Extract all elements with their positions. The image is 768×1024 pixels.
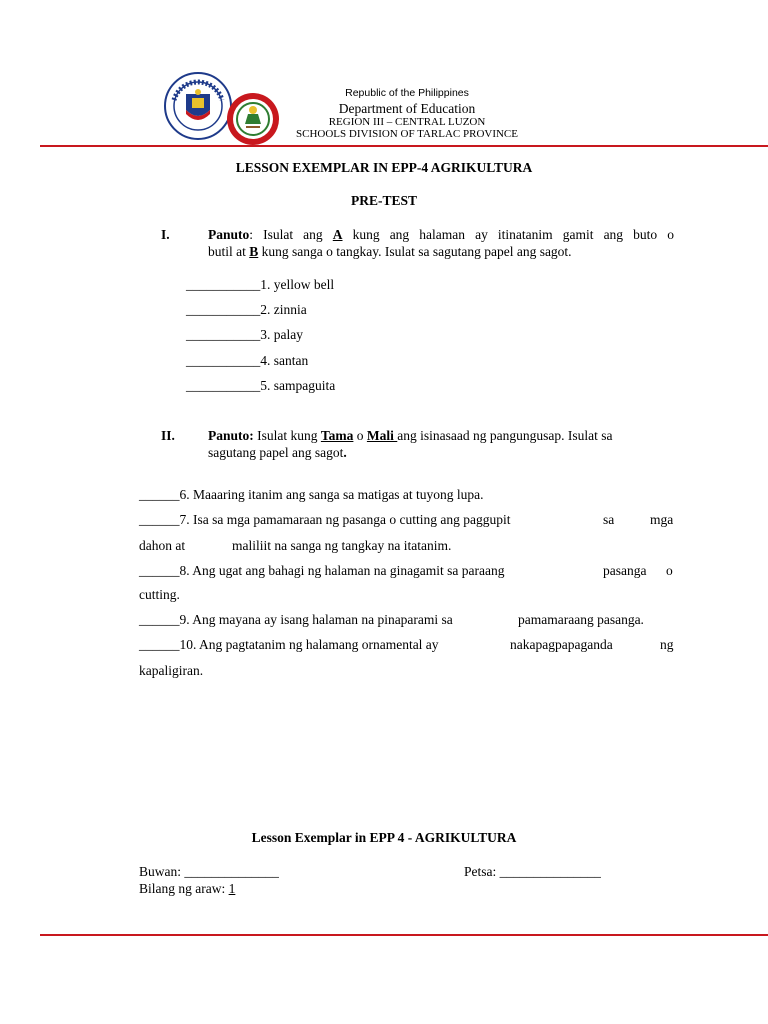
question-7-line1: ______7. Isa sa mga pamamaraan ng pasanga o cutting ang paggupit	[139, 512, 511, 527]
question-7-line2a: dahon at	[139, 538, 186, 553]
part2-key-b: Mali	[366, 428, 398, 443]
question-8-word-o: o	[666, 563, 673, 578]
header-department: Department of Education	[338, 101, 476, 116]
header-division: SCHOOLS DIVISION OF TARLAC PROVINCE	[296, 128, 518, 140]
question-10-word-ng: ng	[660, 637, 674, 652]
document-title: LESSON EXEMPLAR IN EPP-4 AGRIKULTURA	[235, 160, 533, 175]
part1-item-2: ___________2. zinnia	[186, 302, 307, 317]
part1-text-d: kung sanga o tangkay. Isulat sa sagutang papel ang sagot.	[258, 244, 572, 259]
footer-divider	[40, 934, 768, 936]
question-9-line1a: ______9. Ang mayana ay isang halaman na pinaparami sa	[139, 612, 453, 627]
part2-instruction-line2	[208, 445, 347, 461]
part1-label: Panuto	[208, 227, 250, 242]
part2-text-b: o	[353, 428, 367, 443]
question-6: ______6. Maaaring itanim ang sanga sa matigas at tuyong lupa.	[139, 487, 484, 502]
part2-label: Panuto:	[208, 428, 254, 443]
question-10-word-nakapagpapaganda: nakapagpapaganda	[510, 637, 613, 652]
bilang-ng-araw-field	[139, 881, 235, 897]
part1-item-5: ___________5. sampaguita	[186, 378, 336, 393]
question-8-line1: ______8. Ang ugat ang bahagi ng halaman na ginagamit sa paraang	[139, 563, 505, 578]
part2-numeral: II.	[161, 428, 175, 443]
bilang-label: Bilang ng araw:	[139, 881, 229, 896]
deped-seal-logo	[164, 72, 232, 140]
header-divider	[40, 145, 768, 147]
part2-text-d: sagutang papel ang sagot	[208, 445, 344, 460]
part1-instruction-line1	[208, 227, 674, 243]
buwan-field: Buwan: ______________	[139, 864, 279, 879]
question-10-line2: kapaligiran.	[139, 663, 204, 678]
part1-key-a: A	[332, 227, 343, 242]
part1-item-1: ___________1. yellow bell	[186, 277, 335, 292]
bilang-value: 1	[228, 881, 236, 896]
question-7-line2b: maliliit na sanga ng tangkay na itatanim.	[232, 538, 452, 553]
part1-text-a: : Isulat ang	[249, 227, 333, 242]
question-10-line1a: ______10. Ang pagtatanim ng halamang ornamental ay	[139, 637, 439, 652]
petsa-field: Petsa: _______________	[464, 864, 601, 879]
part1-item-4: ___________4. santan	[186, 353, 309, 368]
question-9-line1b: pamamaraang pasanga.	[518, 612, 644, 627]
question-7-word-sa: sa	[603, 512, 615, 527]
part1-numeral: I.	[161, 227, 170, 242]
footer-title: Lesson Exemplar in EPP 4 - AGRIKULTURA	[251, 830, 517, 845]
part2-text-c: ang isinasaad ng pangungusap. Isulat sa	[397, 428, 613, 443]
part1-text-b: kung ang halaman ay itinatanim gamit ang buto o	[342, 227, 674, 242]
part1-instruction-line2	[208, 244, 572, 260]
part1-item-3: ___________3. palay	[186, 327, 303, 342]
pretest-heading: PRE-TEST	[350, 193, 418, 208]
question-8-word-pasanga: pasanga	[603, 563, 647, 578]
question-8-line2: cutting.	[139, 587, 180, 602]
part2-instruction-line1	[208, 428, 612, 444]
part1-text-c: butil at	[208, 244, 250, 259]
part2-text-a: Isulat kung	[253, 428, 321, 443]
header-republic: Republic of the Philippines	[345, 87, 469, 99]
question-7-word-mga: mga	[650, 512, 674, 527]
header-region: REGION III – CENTRAL LUZON	[328, 116, 486, 128]
part2-text-d-end: .	[343, 445, 347, 460]
part1-key-b: B	[249, 244, 259, 259]
part2-key-a: Tama	[320, 428, 354, 443]
